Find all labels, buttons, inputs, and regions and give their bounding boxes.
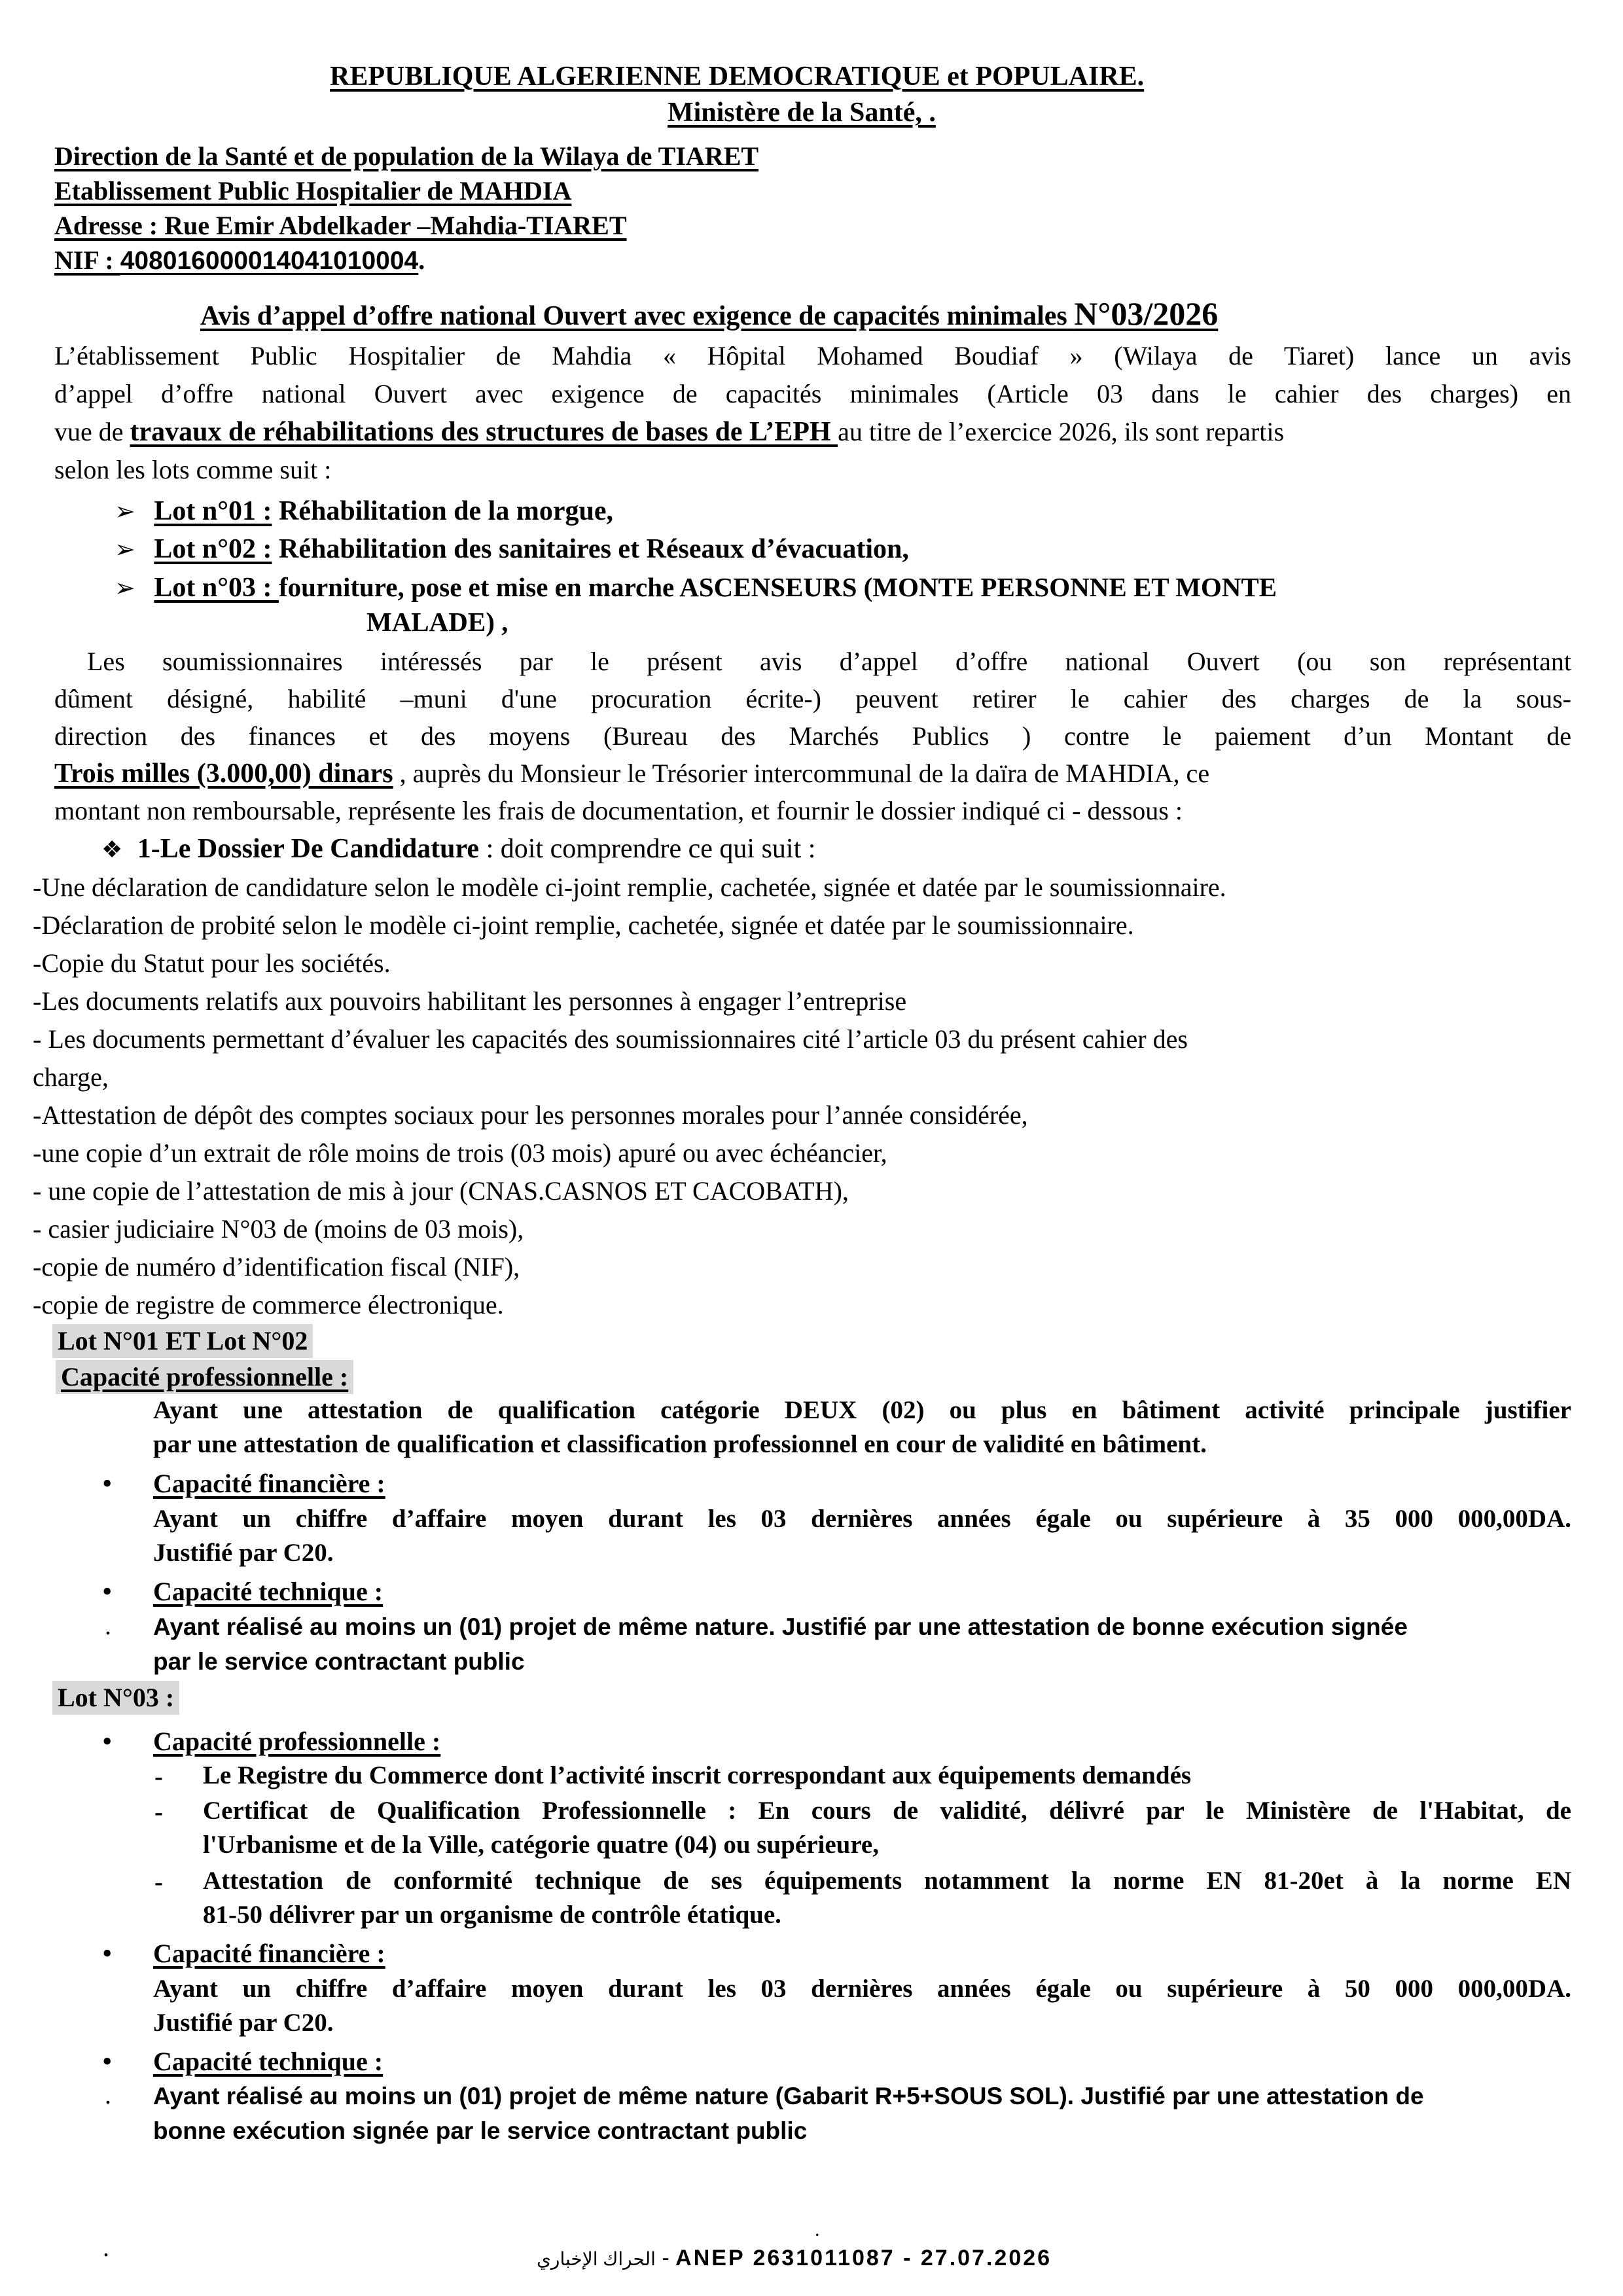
lot-1-text: Réhabilitation de la morgue, (272, 496, 613, 526)
lot12-tech-line-1: Ayant réalisé au moins un (01) projet de même nature. Justifié par une attestation de bonne exécution signée (153, 1613, 1408, 1640)
submission-line-1: Les soumissionnaires intéressés par le présent avis d’appel d’offre national Ouvert (ou son représentant (87, 647, 1571, 676)
nif-label: NIF : (54, 245, 120, 275)
fee-amount: Trois milles (3.000,00) dinars (54, 759, 393, 789)
submission-line-5: montant non remboursable, représente les frais de documentation, et fournir le dossier indiqué ci - dessous : (54, 796, 1183, 825)
dot-mark: . (105, 2080, 111, 2109)
footer-left-dot: . (103, 2233, 109, 2262)
dossier-item: -Les documents relatifs aux pouvoirs habilitant les personnes à engager l’entreprise (33, 986, 907, 1016)
lot12-fin-line-2: Justifié par C20. (153, 1539, 334, 1567)
lot3-prof-item-1: Le Registre du Commerce dont l’activité inscrit correspondant aux équipements demandés (203, 1761, 1192, 1789)
tender-title (200, 295, 1218, 335)
footer-sep: - (655, 2246, 676, 2270)
lot3-fin-line-1: Ayant un chiffre d’affaire moyen durant les 03 dernières années égale ou supérieure à 50 000 000,00DA. (153, 1975, 1571, 2003)
lot3-prof-label: Capacité professionnelle : (153, 1727, 441, 1756)
lot-2-label: Lot n°02 : (154, 534, 272, 564)
submission-line-2: dûment désigné, habilité –muni d'une procuration écrite-) peuvent retirer le cahier des charges de la sous- (54, 684, 1571, 713)
footer-arabic: الحراك الإخباري (537, 2249, 656, 2269)
dossier-item: - Les documents permettant d’évaluer les capacités des soumissionnaires cité l’article 03 du présent cahier des (33, 1024, 1188, 1054)
lot3-prof-item-2-line-1: Certificat de Qualification Professionnelle : En cours de validité, délivré par le Ministère de l'Habitat, de (203, 1797, 1571, 1825)
lot12-heading: Lot N°01 ET Lot N°02 (52, 1324, 313, 1358)
arrow-bullet-icon: ➢ (115, 536, 135, 564)
dossier-item: -Déclaration de probité selon le modèle ci-joint remplie, cachetée, signée et datée par le soumissionnaire. (33, 910, 1134, 940)
lot3-prof-item-2-line-2: l'Urbanisme et de la Ville, catégorie quatre (04) ou supérieure, (203, 1831, 879, 1859)
lot3-tech-line-1: Ayant réalisé au moins un (01) projet de même nature (Gabarit R+5+SOUS SOL). Justifié par une attestation de (153, 2083, 1424, 2109)
lot3-prof-item-3-line-1: Attestation de conformité technique de ses équipements notamment la norme EN 81-20et à la norme EN (203, 1867, 1571, 1895)
intro-line-3-post: au titre de l’exercice 2026, ils sont repartis (838, 417, 1285, 446)
lot12-fin-label: Capacité financière : (153, 1469, 385, 1498)
dossier-item: -une copie d’un extrait de rôle moins de trois (03 mois) apuré ou avec échéancier, (33, 1138, 887, 1168)
bullet-icon: • (102, 1725, 113, 1757)
tender-number: N°03/2026 (1074, 295, 1219, 332)
lot-item-2 (115, 530, 909, 569)
bullet-icon: • (102, 1575, 113, 1607)
lot-3-continuation: MALADE) , (366, 607, 508, 637)
dossier-suffix: : doit comprendre ce qui suit : (479, 834, 816, 864)
intro-line-3 (54, 413, 1571, 451)
republic-heading: REPUBLIQUE ALGERIENNE DEMOCRATIQUE et POPULAIRE. (330, 62, 1145, 92)
lot12-tech-label: Capacité technique : (153, 1577, 383, 1606)
lot12-fin-line-1: Ayant un chiffre d’affaire moyen durant les 03 dernières années égale ou supérieure à 35 000 000,00DA. (153, 1505, 1571, 1533)
submission-line-4-post: , auprès du Monsieur le Trésorier intercommunal de la daïra de MAHDIA, ce (393, 759, 1210, 788)
dossier-item: -Copie du Statut pour les sociétés. (33, 948, 391, 978)
lot12-tech-line-2: par le service contractant public (153, 1648, 525, 1675)
dossier-item: - casier judiciaire N°03 de (moins de 03 mois), (33, 1214, 524, 1244)
lot3-tech-line-2: bonne exécution signée par le service contractant public (153, 2117, 808, 2144)
dash-mark: - (154, 1868, 163, 1896)
lot3-tech-label: Capacité technique : (153, 2047, 383, 2076)
bullet-icon: • (102, 1937, 113, 1969)
arrow-bullet-icon: ➢ (115, 498, 135, 526)
lot-1-label: Lot n°01 : (154, 496, 272, 526)
bullet-icon: • (102, 1467, 113, 1499)
works-title: travaux de réhabilitations des structures de bases de L’EPH (130, 417, 838, 447)
dossier-item: -Attestation de dépôt des comptes sociaux pour les personnes morales pour l’année considérée, (33, 1100, 1028, 1130)
lot3-prof-item-3-line-2: 81-50 délivrer par un organisme de contrôle étatique. (203, 1901, 781, 1929)
lot-2-text: Réhabilitation des sanitaires et Réseaux d’évacuation, (272, 534, 909, 564)
lot-item-1 (115, 492, 613, 531)
lot12-prof-line-1: Ayant une attestation de qualification catégorie DEUX (02) ou plus en bâtiment activité principale justifier (153, 1396, 1571, 1424)
diamond-bullet-icon: ❖ (101, 836, 123, 863)
arrow-bullet-icon: ➢ (115, 575, 135, 602)
lot3-heading: Lot N°03 : (52, 1681, 179, 1715)
submission-line-3: direction des finances et des moyens (Bureau des Marchés Publics ) contre le paiement d’un Montant de (54, 721, 1571, 751)
footer-ref: ANEP 2631011087 - 27.07.2026 (675, 2246, 1052, 2270)
footer-reference (537, 2242, 1052, 2275)
lot-3-label: Lot n°03 : (154, 573, 279, 603)
lot12-prof-label: Capacité professionnelle : (56, 1360, 353, 1394)
intro-line-1: L’établissement Public Hospitalier de Mahdia « Hôpital Mohamed Boudiaf » (Wilaya de Tiaret) lance un avis (54, 341, 1571, 370)
ministry-heading: Ministère de la Santé, . (668, 98, 936, 128)
lot-item-3 (115, 568, 1277, 607)
lot-3-text: fourniture, pose et mise en marche ASCENSEURS (MONTE PERSONNE ET MONTE (278, 572, 1277, 602)
dossier-item: -copie de registre de commerce électronique. (33, 1290, 504, 1319)
dossier-heading (101, 830, 815, 869)
nif-line (54, 242, 425, 280)
intro-line-4: selon les lots comme suit : (54, 455, 332, 484)
intro-line-2: d’appel d’offre national Ouvert avec exigence de capacités minimales (Article 03 dans le cahier des charges) en (54, 379, 1571, 408)
dossier-item: - une copie de l’attestation de mis à jour (CNAS.CASNOS ET CACOBATH), (33, 1176, 849, 1206)
dossier-title: 1-Le Dossier De Candidature (130, 834, 480, 864)
bullet-icon: • (102, 2045, 113, 2077)
dot-mark: . (105, 1611, 111, 1640)
dossier-item: -Une déclaration de candidature selon le modèle ci-joint remplie, cachetée, signée et datée par le soumissionnaire. (33, 872, 1226, 902)
lot3-fin-line-2: Justifié par C20. (153, 2009, 334, 2037)
lot12-prof-line-2: par une attestation de qualification et classification professionnel en cour de validité en bâtiment. (153, 1430, 1207, 1458)
establishment-line: Etablissement Public Hospitalier de MAHDIA (54, 176, 572, 206)
tender-title-text: Avis d’appel d’offre national Ouvert avec exigence de capacités minimales (200, 301, 1075, 331)
dossier-item: -copie de numéro d’identification fiscal (NIF), (33, 1252, 520, 1282)
nif-value: 408016000014041010004 (120, 247, 419, 275)
nif-dot: . (418, 245, 425, 275)
lot3-fin-label: Capacité financière : (153, 1939, 385, 1968)
intro-line-3-pre: vue de (54, 417, 130, 446)
dash-mark: - (154, 1763, 163, 1791)
submission-line-4 (54, 755, 1571, 793)
footer-top-dot: . (815, 2219, 820, 2240)
direction-line: Direction de la Santé et de population de la Wilaya de TIARET (54, 141, 759, 171)
dash-mark: - (154, 1798, 163, 1826)
dossier-item: charge, (33, 1062, 109, 1092)
address-line: Adresse : Rue Emir Abdelkader –Mahdia-TIARET (54, 211, 627, 240)
